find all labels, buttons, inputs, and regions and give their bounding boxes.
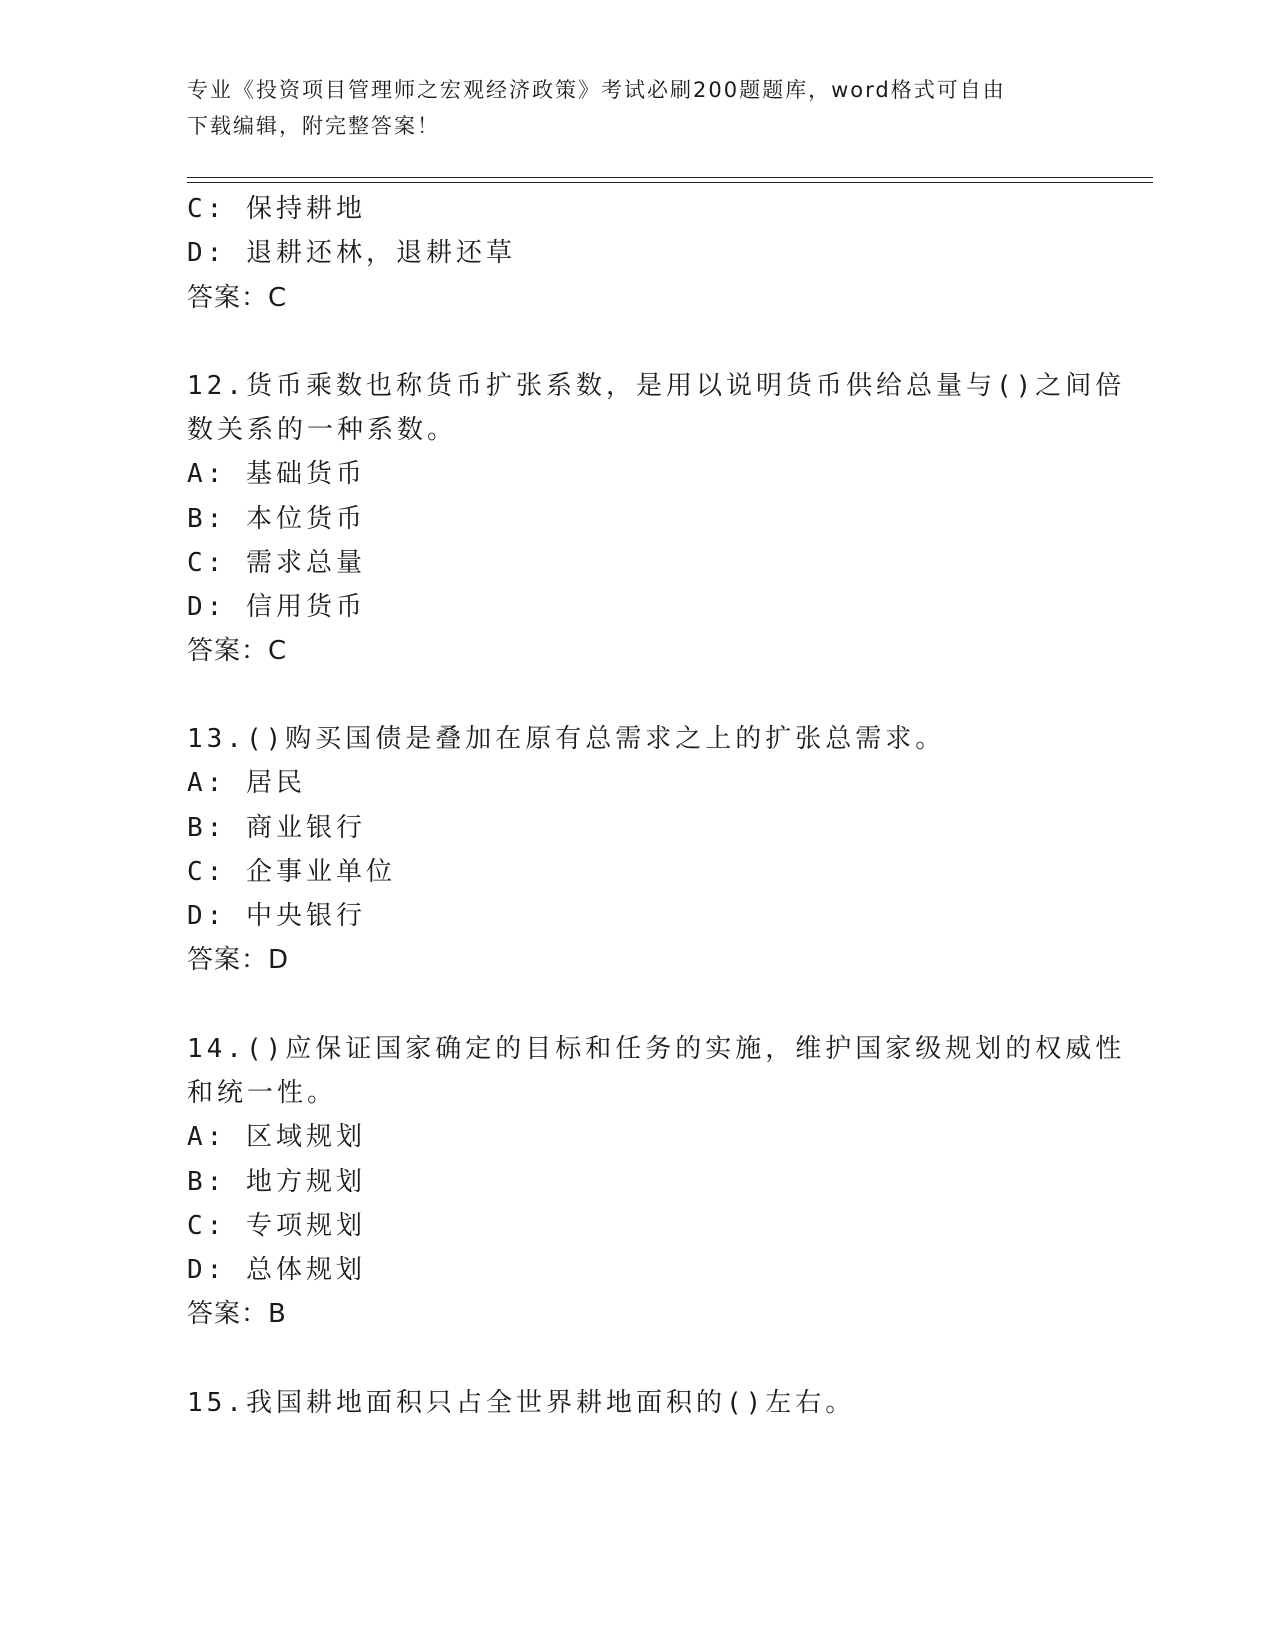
q11-answer: 答案：C (187, 283, 288, 313)
document-header (187, 72, 1077, 144)
header-divider-top (187, 177, 1153, 178)
header-line-2: 下载编辑，附完整答案！ (187, 114, 440, 138)
q12-option-a: A: 基础货币 (187, 459, 366, 489)
q11-option-d: D: 退耕还林，退耕还草 (187, 238, 516, 268)
q13-option-b: B: 商业银行 (187, 813, 366, 843)
q13-answer: 答案：D (187, 945, 290, 975)
q13-option-d: D: 中央银行 (187, 901, 366, 931)
q13-option-a: A: 居民 (187, 768, 306, 798)
q13-stem-line-1: 13.()购买国债是叠加在原有总需求之上的扩张总需求。 (187, 724, 946, 754)
q12-stem-line-1: 12.货币乘数也称货币扩张系数，是用以说明货币供给总量与()之间倍 (187, 371, 1126, 401)
header-line-1: 专业《投资项目管理师之宏观经济政策》考试必刷200题题库，word格式可自由 (187, 78, 1006, 102)
q12-stem-line-2: 数关系的一种系数。 (187, 415, 458, 445)
q11-option-c: C: 保持耕地 (187, 194, 366, 224)
q14-option-a: A: 区域规划 (187, 1122, 366, 1152)
q12-option-b: B: 本位货币 (187, 504, 366, 534)
q15-stem-line-1: 15.我国耕地面积只占全世界耕地面积的()左右。 (187, 1388, 856, 1418)
q14-stem-line-2: 和统一性。 (187, 1078, 338, 1108)
q12-option-d: D: 信用货币 (187, 592, 366, 622)
q14-answer: 答案：B (187, 1299, 287, 1329)
header-divider-bottom (187, 182, 1153, 183)
q14-option-c: C: 专项规划 (187, 1211, 366, 1241)
q12-option-c: C: 需求总量 (187, 548, 366, 578)
q14-option-b: B: 地方规划 (187, 1167, 366, 1197)
q14-option-d: D: 总体规划 (187, 1255, 366, 1285)
q12-answer: 答案：C (187, 636, 288, 666)
q14-stem-line-1: 14.()应保证国家确定的目标和任务的实施，维护国家级规划的权威性 (187, 1034, 1126, 1064)
q13-option-c: C: 企事业单位 (187, 857, 396, 887)
